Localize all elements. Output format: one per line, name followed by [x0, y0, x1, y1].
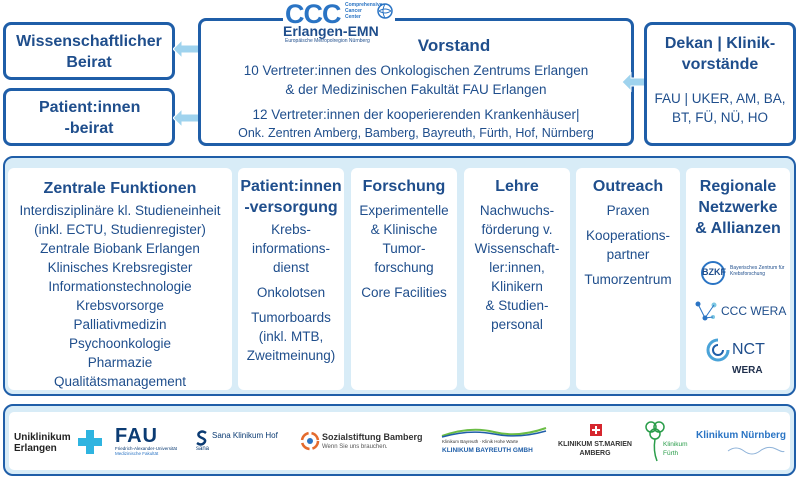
bayreuth-top: Klinikum Bayreuth · Klinik Hohe Warte	[442, 439, 519, 444]
globe-icon	[377, 3, 393, 19]
column-items: Experimentelle & Klinische Tumor- forschung Core Facilities	[359, 203, 449, 300]
sozialstiftung-icon	[300, 431, 320, 451]
zentrale-funktionen-box	[8, 168, 232, 390]
ccc-logo-letters: CCC	[285, 0, 341, 29]
amberg-line1: KLINIKUM ST.MARIEN	[558, 441, 632, 448]
patient-beirat-box	[3, 88, 175, 146]
medical-cross-icon	[78, 430, 102, 454]
column-title: Regionale Netzwerke & Allianzen	[695, 178, 781, 237]
nuernberg-script-icon	[726, 443, 786, 455]
bamberg-sub: Wenn Sie uns brauchen.	[322, 444, 388, 450]
fuerth-line1: Klinikum	[663, 441, 688, 448]
column-items: Nachwuchs- förderung v. Wissenschaft- ler:innen, Klinikern & Studien- personal	[474, 203, 560, 332]
wissenschaftlicher-beirat-box	[3, 22, 175, 80]
sana-logo	[196, 430, 296, 456]
fuerth-logo	[643, 419, 693, 465]
fau-letters: FAU	[115, 425, 158, 447]
ccc-logo-small: Comprehensive Cancer Center	[345, 2, 383, 20]
uker-logo	[14, 432, 124, 460]
bayreuth-wave-icon	[440, 426, 548, 438]
bzkf-logo	[700, 260, 784, 286]
wissenschaftlicher-beirat-label: Wissenschaftlicher Beirat	[16, 33, 162, 71]
dekan-box	[644, 22, 796, 146]
vorstand-box	[198, 18, 634, 146]
bayreuth-name: KLINIKUM BAYREUTH GMBH	[442, 447, 533, 454]
forschung-box	[351, 168, 457, 390]
ccc-logo-name: Erlangen-EMN	[283, 23, 379, 39]
vorstand-line3: 12 Vertreter:innen der kooperierenden Krankenhäuser|	[252, 107, 580, 122]
fau-logo	[115, 426, 195, 462]
uker-line1: Uniklinikum	[14, 432, 71, 443]
fuerth-line2: Fürth	[663, 450, 679, 457]
ccc-logo	[283, 0, 395, 44]
sana-sub: sana	[196, 446, 210, 452]
nct-wera-text: WERA	[732, 365, 763, 376]
regionale-netzwerke-box	[686, 168, 790, 390]
amberg-line2: AMBERG	[579, 450, 611, 457]
lehre-box	[464, 168, 570, 390]
ccc-wera-text: CCC WERA	[721, 304, 787, 318]
amberg-logo	[550, 424, 640, 464]
bayreuth-logo	[440, 426, 548, 458]
fau-sub2: Medizinische Fakultät	[115, 451, 159, 456]
bamberg-logo	[300, 430, 435, 456]
column-items: Krebs- informations- dienst Onkolotsen Tumorboards (inkl. MTB, Zweitmeinung)	[246, 222, 336, 363]
vorstand-title: Vorstand	[417, 36, 491, 55]
nct-swirl-icon	[706, 338, 730, 362]
bamberg-name: Sozialstiftung Bamberg	[322, 432, 423, 442]
fau-sub1: Friedrich-Alexander-Universität	[115, 446, 178, 451]
ccc-wera-logo	[694, 300, 786, 322]
dekan-body-line2: BT, FÜ, NÜ, HO	[671, 110, 768, 125]
nct-text: NCT	[732, 341, 765, 358]
vorstand-line1: 10 Vertreter:innen des Onkologischen Zentrums Erlangen	[243, 63, 589, 78]
nuernberg-logo	[696, 430, 790, 458]
wera-network-icon	[694, 300, 718, 322]
column-items: Interdisziplinäre kl. Studieneinheit (inkl. ECTU, Studienregister) Zentrale Biobank Erlangen Klinisches Krebsregister Informationstechnologie Krebsvorsorge Palliativmedizin Psychoonkologie Pharmazie Qualitätsmanagement	[19, 203, 221, 389]
bzkf-text: Bayerisches Zentrum für Krebsforschung	[730, 265, 785, 277]
bzkf-abbr: BZKF	[702, 267, 726, 277]
dekan-title-line2: vorstände	[681, 56, 759, 73]
patientenversorgung-box	[238, 168, 344, 390]
nct-logo	[706, 338, 776, 380]
column-items: Praxen Kooperations- partner Tumorzentrum	[584, 203, 672, 287]
sana-name: Sana Klinikum Hof	[212, 431, 278, 440]
sana-s-icon	[196, 430, 208, 446]
amberg-cross-icon	[590, 424, 602, 436]
patient-beirat-label: Patient:innen -beirat	[39, 99, 141, 137]
vorstand-line4: Onk. Zentren Amberg, Bamberg, Bayreuth, Fürth, Hof, Nürnberg	[238, 126, 594, 140]
column-title: Forschung	[362, 178, 446, 195]
nuernberg-name: Klinikum Nürnberg	[696, 430, 787, 441]
dekan-title-line1: Dekan | Klinik-	[664, 35, 776, 52]
column-title: Lehre	[495, 178, 539, 195]
ccc-logo-subtitle: Europäische Metropolregion Nürnberg	[285, 38, 370, 44]
vorstand-line2: & der Medizinischen Fakultät FAU Erlangen	[285, 82, 547, 97]
vorstand-title-row	[201, 35, 631, 56]
column-title: Outreach	[592, 178, 664, 195]
dekan-body-line1: FAU | UKER, AM, BA,	[654, 91, 786, 106]
uker-line2: Erlangen	[14, 443, 57, 454]
outreach-box	[576, 168, 680, 390]
column-title: Patient:innen -versorgung	[240, 178, 342, 216]
column-title: Zentrale Funktionen	[43, 180, 197, 197]
